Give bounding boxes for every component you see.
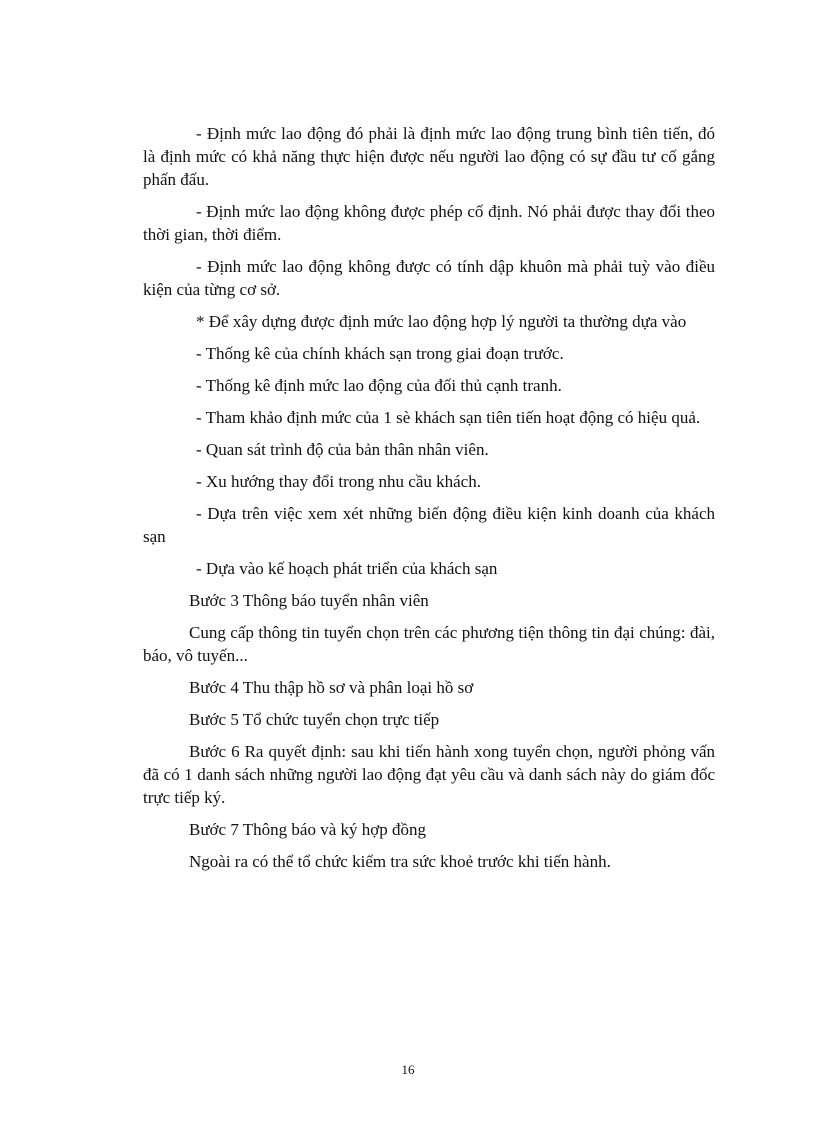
step-3-heading: Bước 3 Thông báo tuyển nhân viên: [189, 591, 429, 610]
step-6-paragraph: Bước 6 Ra quyết định: sau khi tiến hành xong tuyển chọn, người phỏng vấn đã có 1 danh sách những người lao động đạt yêu cầu và danh sách này do giám đốc trực tiếp ký.: [143, 742, 715, 807]
list-item-reference-hotels: - Tham khảo định mức của 1 sè khách sạn tiên tiến hoạt động có hiệu quả.: [196, 408, 701, 427]
list-item-demand-trend: - Xu hướng thay đổi trong nhu cầu khách.: [196, 472, 481, 491]
document-body: [143, 122, 715, 882]
page-number: 16: [401, 1062, 415, 1077]
list-item-development-plan: - Dựa vào kế hoạch phát triển của khách sạn: [196, 559, 498, 578]
list-item-business-conditions: - Dựa trên việc xem xét những biến động điều kiện kinh doanh của khách sạn: [143, 504, 715, 546]
step-7-heading: Bước 7 Thông báo và ký hợp đồng: [189, 820, 426, 839]
step-3-description: Cung cấp thông tin tuyển chọn trên các phương tiện thông tin đại chúng: đài, báo, vô tuyến...: [143, 623, 715, 665]
step-5-heading: Bước 5 Tổ chức tuyển chọn trực tiếp: [189, 710, 440, 729]
paragraph-norm-not-rigid: - Định mức lao động không được có tính dập khuôn mà phải tuỳ vào điều kiện của từng cơ sở.: [143, 257, 715, 299]
step-4-heading: Bước 4 Thu thập hồ sơ và phân loại hồ sơ: [189, 678, 474, 697]
list-item-staff-skill: - Quan sát trình độ của bản thân nhân viên.: [196, 440, 489, 459]
list-item-hotel-statistics: - Thống kê của chính khách sạn trong giai đoạn trước.: [196, 344, 564, 363]
paragraph-basis-intro: * Để xây dựng được định mức lao động hợp lý người ta thường dựa vào: [196, 312, 687, 331]
closing-paragraph: Ngoài ra có thể tổ chức kiểm tra sức khoẻ trước khi tiến hành.: [189, 852, 611, 871]
paragraph-norm-not-fixed: - Định mức lao động không được phép cố định. Nó phải được thay đổi theo thời gian, thời điểm.: [143, 202, 715, 244]
list-item-competitor-statistics: - Thống kê định mức lao động của đối thủ cạnh tranh.: [196, 376, 562, 395]
paragraph-norm-average: - Định mức lao động đó phải là định mức lao động trung bình tiên tiến, đó là định mức có khả năng thực hiện được nếu người lao động có sự đầu tư cố gắng phấn đấu.: [143, 124, 715, 189]
